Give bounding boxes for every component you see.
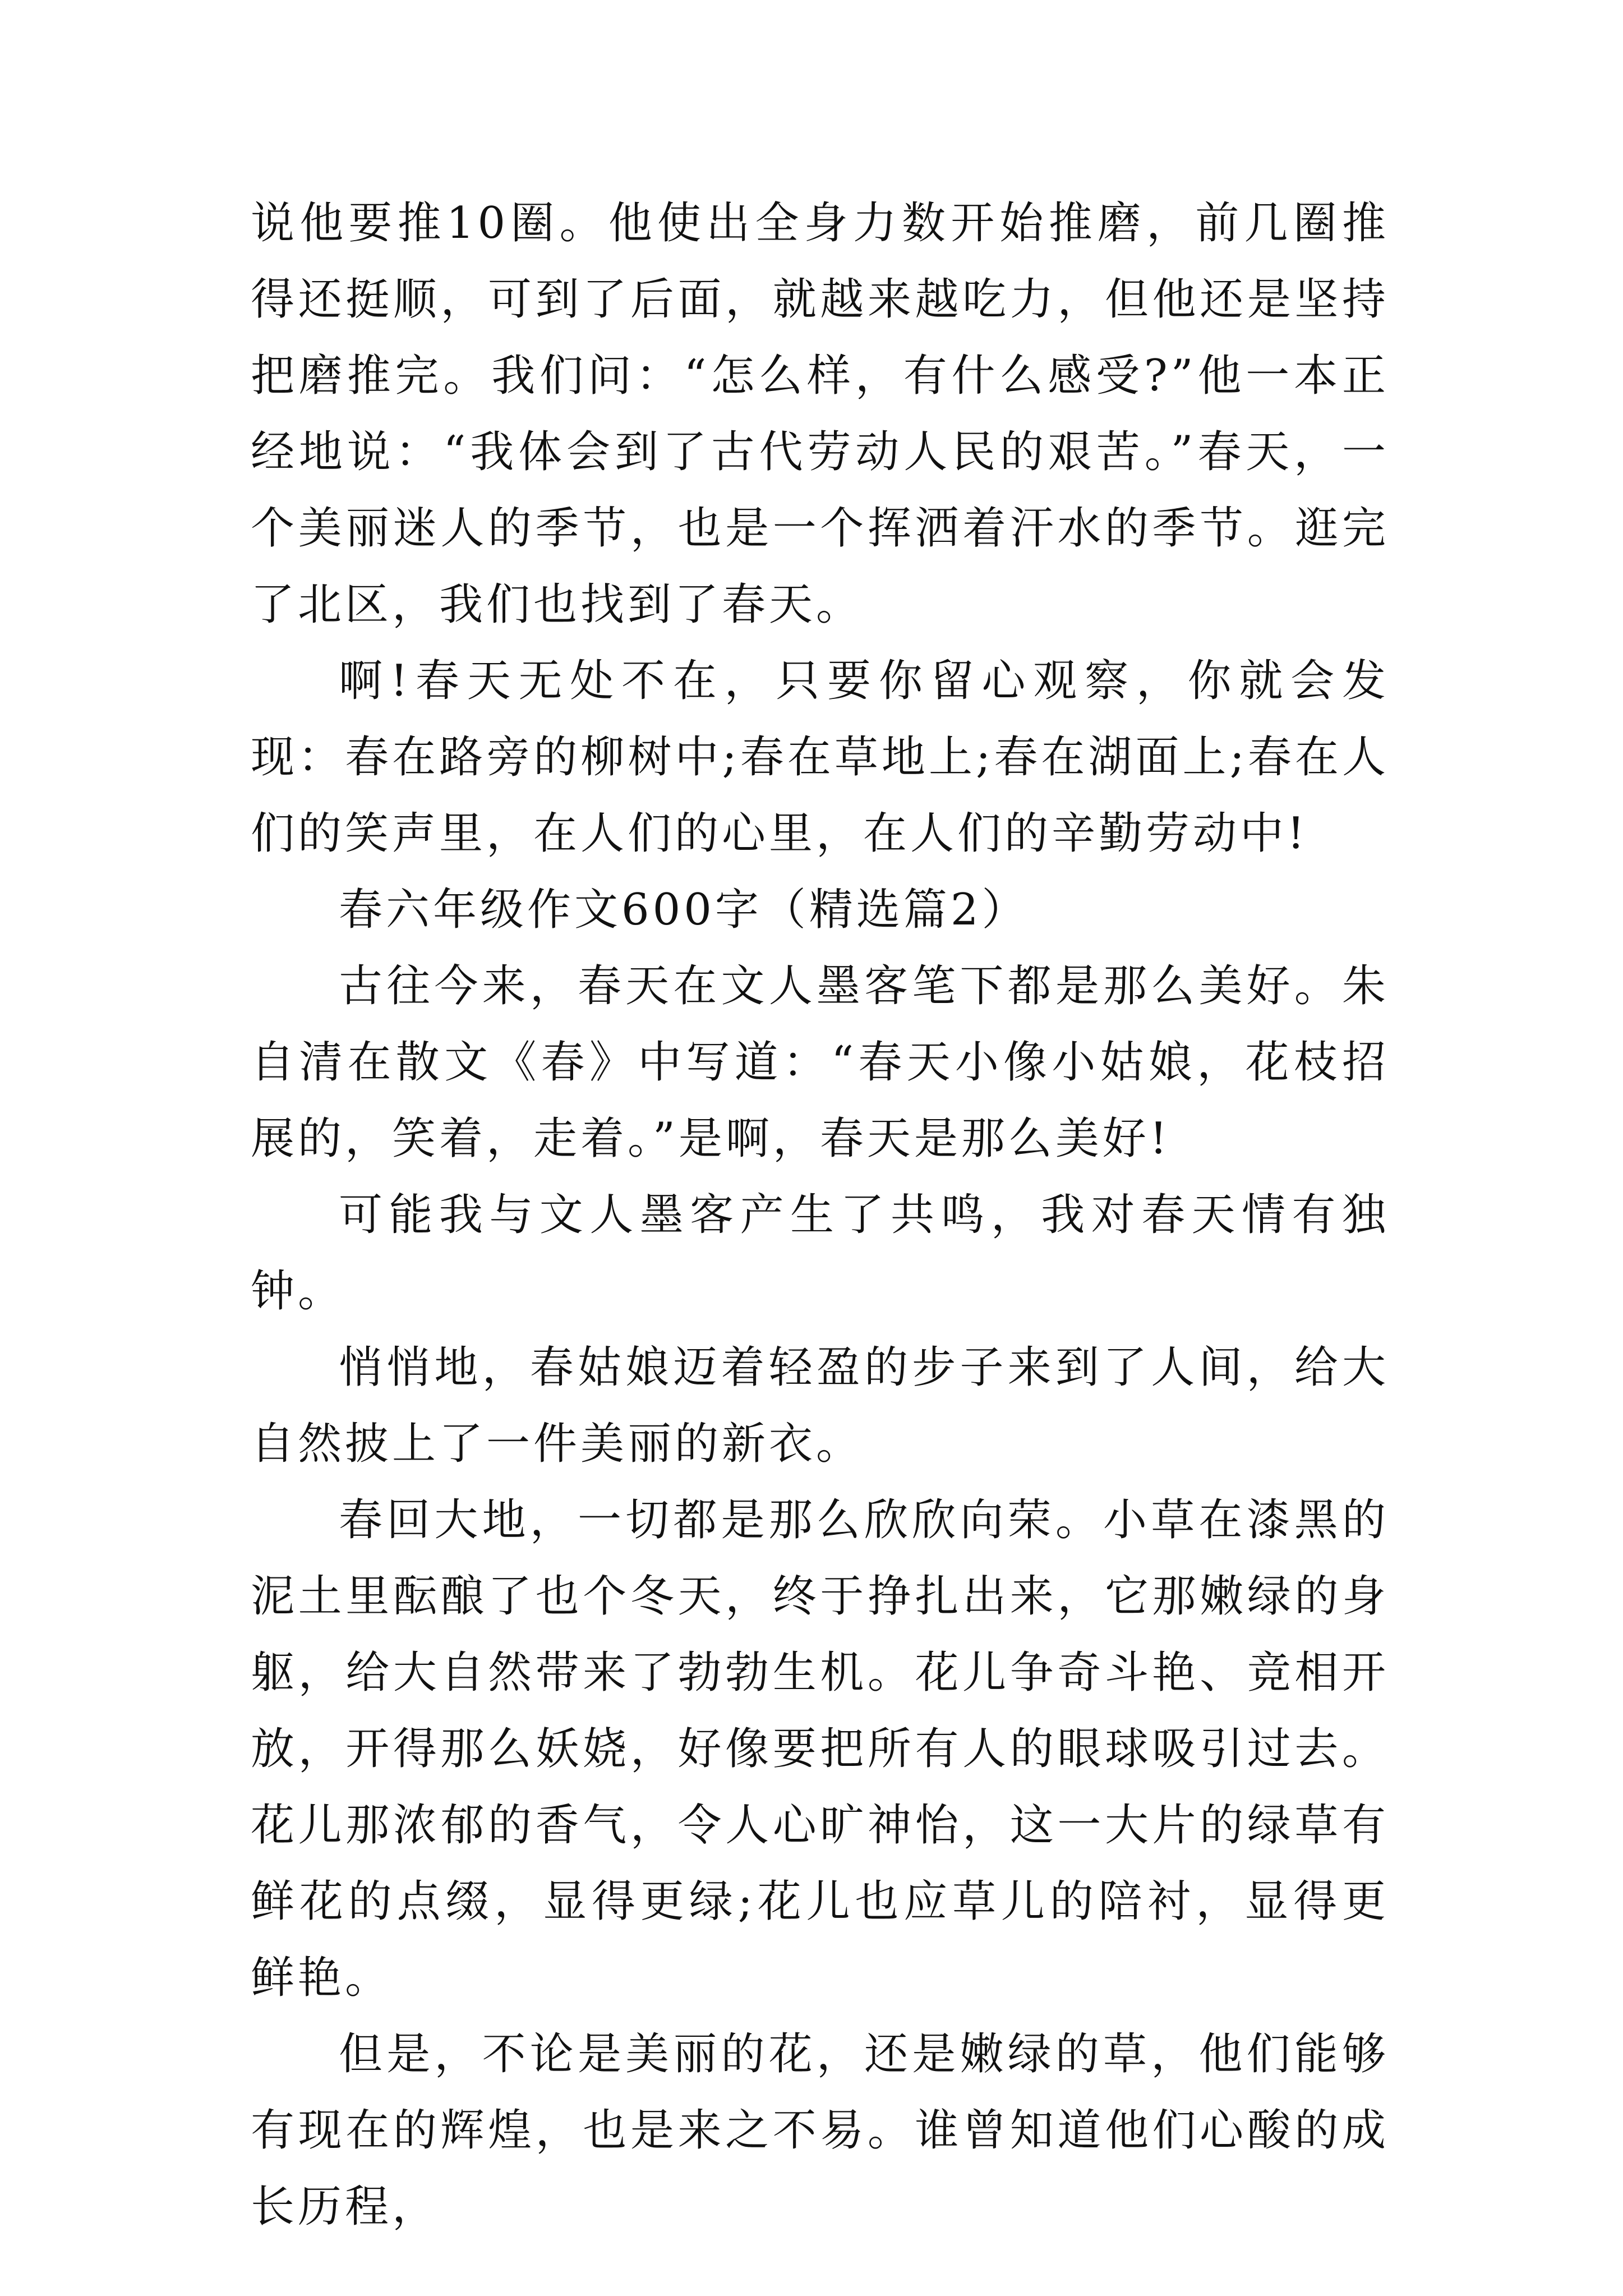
section-heading: 春六年级作文600字（精选篇2） bbox=[339, 885, 1029, 935]
paragraph: 但是，不论是美丽的花，还是嫩绿的草，他们能够有现在的辉煌，也是来之不易。谁曾知道他们心酸的成长历程， bbox=[251, 2029, 1389, 2232]
paragraph: 可能我与文人墨客产生了共鸣，我对春天情有独钟。 bbox=[251, 1190, 1389, 1317]
paragraph: 说他要推10圈。他使出全身力数开始推磨，前几圈推得还挺顺，可到了后面，就越来越吃力，但他还是坚持把磨推完。我们问：“怎么样，有什么感受?”他一本正经地说：“我体会到了古代劳动人民的艰苦。”春天，一个美丽迷人的季节，也是一个挥洒着汗水的季节。逛完了北区，我们也找到了春天。 bbox=[251, 198, 1389, 630]
paragraph: 古往今来，春天在文人墨客笔下都是那么美好。朱自清在散文《春》中写道：“春天小像小姑娘，花枝招展的，笑着，走着。”是啊，春天是那么美好! bbox=[251, 961, 1389, 1164]
paragraph: 春回大地，一切都是那么欣欣向荣。小草在漆黑的泥土里酝酿了也个冬天，终于挣扎出来，它那嫩绿的身躯，给大自然带来了勃勃生机。花儿争奇斗艳、竞相开放，开得那么妖娆，好像要把所有人的眼球吸引过去。花儿那浓郁的香气，令人心旷神怡，这一大片的绿草有鲜花的点缀，显得更绿;花儿也应草儿的陪衬，显得更鲜艳。 bbox=[251, 1495, 1389, 2003]
paragraph: 啊!春天无处不在，只要你留心观察，你就会发现：春在路旁的柳树中;春在草地上;春在湖面上;春在人们的笑声里，在人们的心里，在人们的辛勤劳动中! bbox=[251, 656, 1389, 859]
paragraph: 悄悄地，春姑娘迈着轻盈的步子来到了人间，给大自然披上了一件美丽的新衣。 bbox=[251, 1342, 1389, 1469]
document-body bbox=[251, 185, 1389, 2245]
